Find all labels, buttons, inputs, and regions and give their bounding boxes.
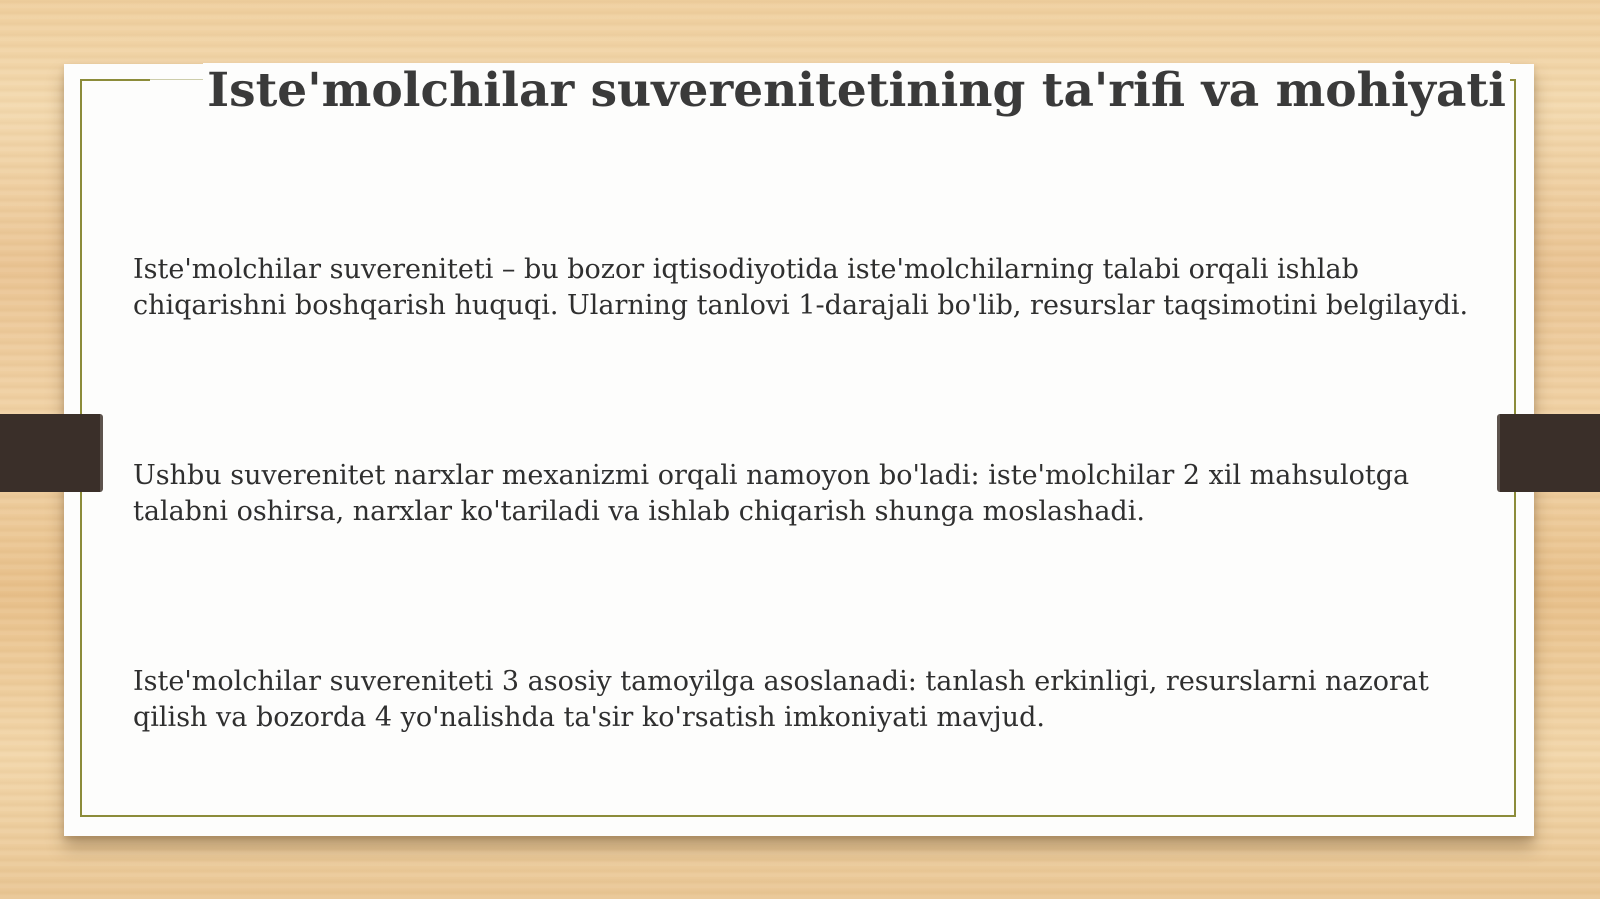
- paragraph-price-mechanism: Ushbu suverenitet narxlar mexanizmi orqali namoyon bo'ladi: iste'molchilar 2 xil mahsulotga talabni oshirsa, narxlar ko'tariladi va ishlab chiqarish shunga moslashadi.: [133, 460, 1410, 527]
- slide-title: [150, 58, 1510, 124]
- slide-title-text: Iste'molchilar suverenitetining ta'rifi va mohiyati: [203, 63, 1510, 118]
- paragraph-definition: Iste'molchilar suvereniteti – bu bozor iqtisodiyotida iste'molchilarning talabi orqali ishlab chiqarishni boshqarish huquqi. Ularning tanlovi 1-darajali bo'lib, resurslar taqsimotini belgilaydi.: [133, 254, 1469, 321]
- right-side-tab: [1497, 414, 1600, 492]
- paragraph-principles: Iste'molchilar suvereniteti 3 asosiy tamoyilga asoslanadi: tanlash erkinligi, resurslarni nazorat qilish va bozorda 4 yo'nalishda ta'sir ko'rsatish imkoniyati mavjud.: [133, 666, 1429, 733]
- left-side-tab: [0, 414, 103, 492]
